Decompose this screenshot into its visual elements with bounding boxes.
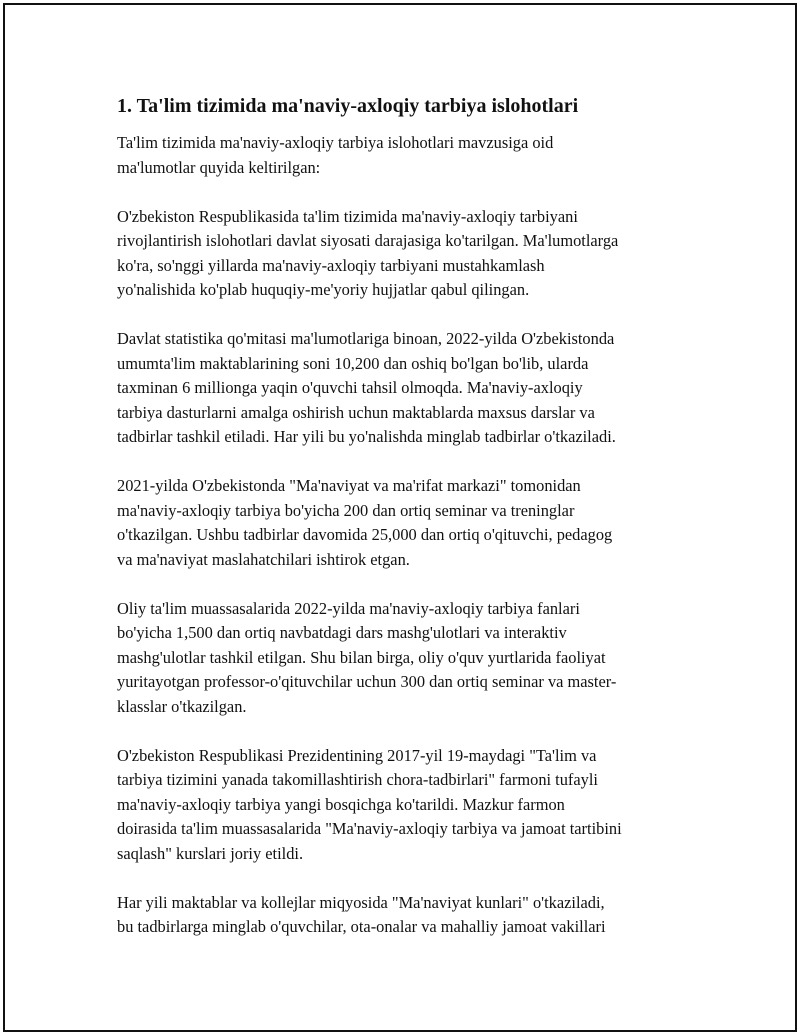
text-line: ma'naviy-axloqiy tarbiya yangi bosqichga ko'tarildi. Mazkur farmon xyxy=(117,794,565,814)
text-line: ma'lumotlar quyida keltirilgan: xyxy=(117,157,321,177)
text-line: O'zbekiston Respublikasi Prezidentining 2017-yil 19-maydagi "Ta'lim va xyxy=(117,745,597,765)
text-line: klasslar o'tkazilgan. xyxy=(117,696,247,716)
text-line: bu tadbirlarga minglab o'quvchilar, ota-onalar va mahalliy jamoat vakillari xyxy=(117,917,606,936)
text-line: ma'naviy-axloqiy tarbiya bo'yicha 200 dan ortiq seminar va treninglar xyxy=(117,500,575,520)
document-body xyxy=(117,93,697,964)
text-line: saqlash" kurslari joriy etildi. xyxy=(117,843,304,863)
paragraph-spirituality-days xyxy=(117,891,697,940)
text-line: Oliy ta'lim muassasalarida 2022-yilda ma'naviy-axloqiy tarbiya fanlari xyxy=(117,598,580,618)
text-line: 2021-yilda O'zbekistonda "Ma'naviyat va ma'rifat markazi" tomonidan xyxy=(117,476,581,495)
text-line: Davlat statistika qo'mitasi ma'lumotlariga binoan, 2022-yilda O'zbekistonda xyxy=(117,329,615,348)
text-line: doirasida ta'lim muassasalarida "Ma'naviy-axloqiy tarbiya va jamoat tartibini xyxy=(117,819,622,838)
text-line: taxminan 6 millionga yaqin o'quvchi tahsil olmoqda. Ma'naviy-axloqiy xyxy=(117,378,583,397)
text-line: mashg'ulotlar tashkil etilgan. Shu bilan birga, oliy o'quv yurtlarida faoliyat xyxy=(117,647,606,667)
text-line: tarbiya dasturlarni amalga oshirish uchun maktablarda maxsus darslar va xyxy=(117,402,595,422)
text-line: Ta'lim tizimida ma'naviy-axloqiy tarbiya islohotlari mavzusiga oid xyxy=(117,133,554,152)
text-line: tadbirlar tashkil etiladi. Har yili bu yo'nalishda minglab tadbirlar o'tkaziladi. xyxy=(117,427,616,446)
section-heading: 1. Ta'lim tizimida ma'naviy-axloqiy tarbiya islohotlari xyxy=(117,95,579,117)
text-line: yuritayotgan professor-o'qituvchilar uchun 300 dan ortiq seminar va master- xyxy=(117,672,617,691)
text-line: o'tkazilgan. Ushbu tadbirlar davomida 25,000 dan ortiq o'qituvchi, pedagog xyxy=(117,525,613,544)
paragraph-reforms xyxy=(117,205,697,303)
paragraph-intro xyxy=(117,131,697,180)
text-line: ko'ra, so'nggi yillarda ma'naviy-axloqiy tarbiyani mustahkamlash xyxy=(117,255,545,275)
text-line: umumta'lim maktablarining soni 10,200 dan oshiq bo'lgan bo'lib, ularda xyxy=(117,353,589,373)
text-line: va ma'naviyat maslahatchilari ishtirok etgan. xyxy=(117,549,410,569)
text-line: O'zbekiston Respublikasida ta'lim tizimida ma'naviy-axloqiy tarbiyani xyxy=(117,206,578,226)
paragraph-higher-education xyxy=(117,597,697,720)
text-line: yo'nalishida ko'plab huquqiy-me'yoriy hujjatlar qabul qilingan. xyxy=(117,280,530,299)
text-line: rivojlantirish islohotlari davlat siyosati darajasiga ko'tarilgan. Ma'lumotlarga xyxy=(117,231,619,250)
text-line: Har yili maktablar va kollejlar miqyosida "Ma'naviyat kunlari" o'tkaziladi, xyxy=(117,892,605,912)
text-line: bo'yicha 1,500 dan ortiq navbatdagi dars mashg'ulotlari va interaktiv xyxy=(117,623,567,642)
text-line: tarbiya tizimini yanada takomillashtirish chora-tadbirlari" farmoni tufayli xyxy=(117,770,598,789)
paragraph-seminars-2021 xyxy=(117,474,697,572)
paragraph-statistics xyxy=(117,327,697,450)
paragraph-presidential-decree xyxy=(117,744,697,867)
